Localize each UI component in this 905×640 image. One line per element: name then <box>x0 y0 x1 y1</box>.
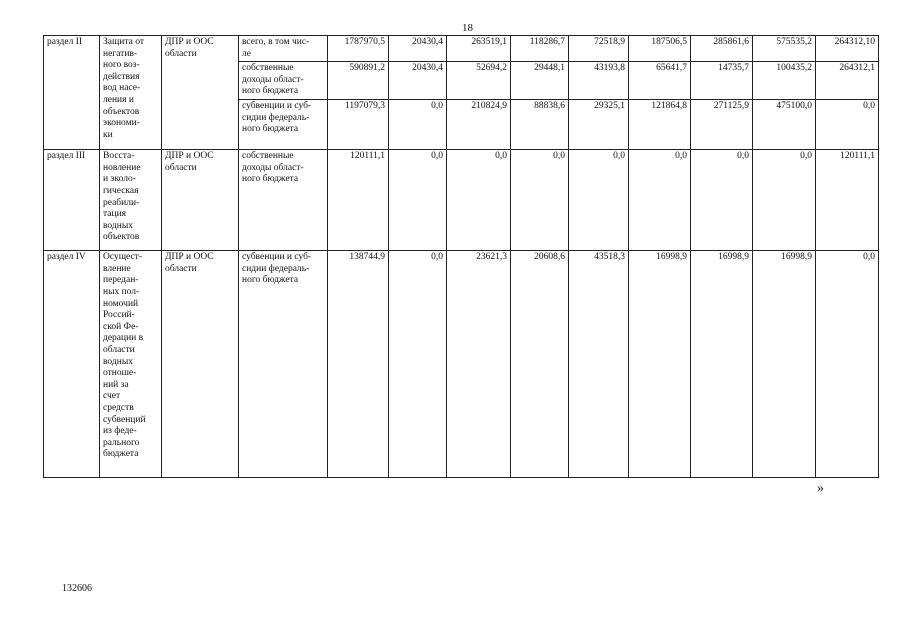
value-cell: 590891,2 <box>328 62 389 100</box>
budget-table <box>43 35 879 478</box>
document-code: 132606 <box>62 583 92 594</box>
section-title: Восста- новление и эколо- гическая реабили- тация водных объектов <box>100 150 162 251</box>
value-cell: 0,0 <box>389 251 447 478</box>
section-label: раздел II <box>44 36 100 150</box>
value-cell: 575535,2 <box>753 36 816 62</box>
value-cell: 210824,9 <box>447 100 511 150</box>
value-cell: 121864,8 <box>629 100 691 150</box>
value-cell: 20608,6 <box>511 251 569 478</box>
value-cell: 72518,9 <box>569 36 629 62</box>
executor: ДПР и ООС области <box>162 150 239 251</box>
funding-source: субвенции и суб- сидии федераль- ного бюджета <box>239 100 328 150</box>
executor: ДПР и ООС области <box>162 36 239 150</box>
value-cell: 1787970,5 <box>328 36 389 62</box>
closing-quote-mark: » <box>817 481 824 496</box>
value-cell: 0,0 <box>816 251 879 478</box>
value-cell: 120111,1 <box>328 150 389 251</box>
value-cell: 16998,9 <box>753 251 816 478</box>
funding-source: собственные доходы област- ного бюджета <box>239 62 328 100</box>
value-cell: 0,0 <box>753 150 816 251</box>
value-cell: 120111,1 <box>816 150 879 251</box>
executor: ДПР и ООС области <box>162 251 239 478</box>
value-cell: 0,0 <box>629 150 691 251</box>
value-cell: 20430,4 <box>389 36 447 62</box>
value-cell: 0,0 <box>447 150 511 251</box>
value-cell: 0,0 <box>691 150 753 251</box>
value-cell: 29448,1 <box>511 62 569 100</box>
value-cell: 0,0 <box>569 150 629 251</box>
value-cell: 43518,3 <box>569 251 629 478</box>
value-cell: 138744,9 <box>328 251 389 478</box>
value-cell: 23621,3 <box>447 251 511 478</box>
value-cell: 65641,7 <box>629 62 691 100</box>
section-title: Защита от негатив- ного воз- действия вод насе- ления и объектов экономи- ки <box>100 36 162 150</box>
value-cell: 88838,6 <box>511 100 569 150</box>
value-cell: 285861,6 <box>691 36 753 62</box>
value-cell: 264312,10 <box>816 36 879 62</box>
value-cell: 264312,1 <box>816 62 879 100</box>
section-title: Осущест- вление передан- ных пол- номочий Россий- ской Фе- дерации в области водных отноше- ний за счет средств субвенций из феде- рального бюджета <box>100 251 162 478</box>
funding-source: субвенции и суб- сидии федераль- ного бюджета <box>239 251 328 478</box>
funding-source: всего, в том чис- ле <box>239 36 328 62</box>
value-cell: 0,0 <box>511 150 569 251</box>
value-cell: 271125,9 <box>691 100 753 150</box>
page-number: 18 <box>462 22 473 34</box>
value-cell: 0,0 <box>816 100 879 150</box>
value-cell: 187506,5 <box>629 36 691 62</box>
value-cell: 263519,1 <box>447 36 511 62</box>
value-cell: 20430,4 <box>389 62 447 100</box>
value-cell: 14735,7 <box>691 62 753 100</box>
value-cell: 0,0 <box>389 150 447 251</box>
value-cell: 29325,1 <box>569 100 629 150</box>
value-cell: 475100,0 <box>753 100 816 150</box>
value-cell: 43193,8 <box>569 62 629 100</box>
value-cell: 16998,9 <box>629 251 691 478</box>
value-cell: 100435,2 <box>753 62 816 100</box>
value-cell: 52694,2 <box>447 62 511 100</box>
value-cell: 16998,9 <box>691 251 753 478</box>
section-label: раздел IV <box>44 251 100 478</box>
value-cell: 0,0 <box>389 100 447 150</box>
funding-source: собственные доходы област- ного бюджета <box>239 150 328 251</box>
section-label: раздел III <box>44 150 100 251</box>
value-cell: 1197079,3 <box>328 100 389 150</box>
table-row <box>44 36 879 62</box>
table-row <box>44 251 879 478</box>
value-cell: 118286,7 <box>511 36 569 62</box>
table-row <box>44 150 879 251</box>
